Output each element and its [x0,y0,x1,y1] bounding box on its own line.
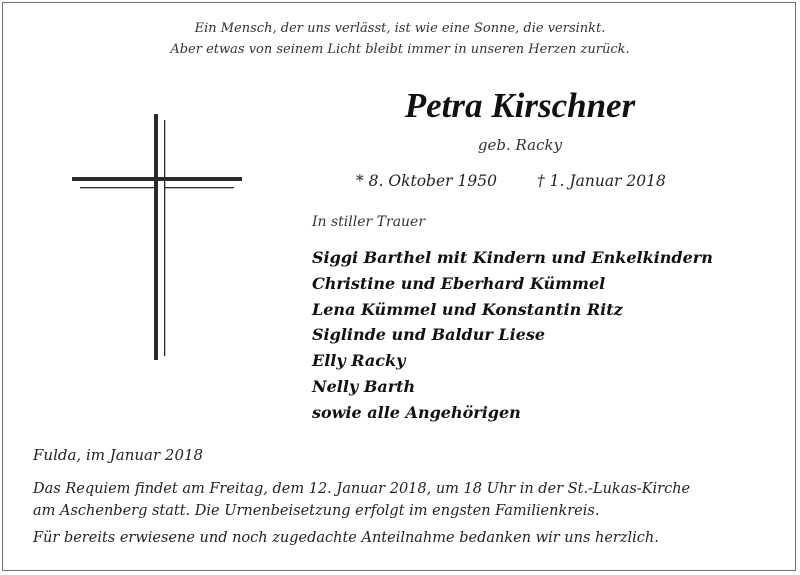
birth-date: * 8. Oktober 1950 [356,172,497,190]
family-member: Siggi Barthel mit Kindern und Enkelkindern [312,248,713,267]
place-date: Fulda, im Januar 2018 [33,446,204,464]
family-member: Siglinde und Baldur Liese [312,325,546,345]
maiden-name: geb. Racky [477,136,563,154]
family-member: Christine und Eberhard Kümmel [312,273,606,293]
mourning-label: In stiller Trauer [312,214,426,230]
family-member: sowie alle Angehörigen [312,402,521,422]
motto-line-2: Aber etwas von seinem Licht bleibt immer in unseren Herzen zurück. [170,42,630,57]
family-member: Lena Kümmel und Konstantin Ritz [312,299,623,319]
deceased-name: Petra Kirschner [404,86,636,125]
family-member: Elly Racky [312,351,406,371]
motto [0,18,800,60]
death-date: † 1. Januar 2018 [537,172,666,190]
thanks-note: Für bereits erwiesene und noch zugedachte Anteilnahme bedanken wir uns herzlich. [33,530,659,546]
cross-icon [72,114,244,364]
service-info [33,478,773,522]
service-line-2: am Aschenberg statt. Die Urnenbeisetzung erfolgt im engsten Familienkreis. [33,503,600,519]
family-member: Nelly Barth [312,376,416,396]
service-line-1: Das Requiem findet am Freitag, dem 12. Januar 2018, um 18 Uhr in der St.-Lukas-Kirche [33,481,691,497]
family-list [312,245,713,426]
motto-line-1: Ein Mensch, der uns verlässt, ist wie eine Sonne, die versinkt. [194,21,606,36]
